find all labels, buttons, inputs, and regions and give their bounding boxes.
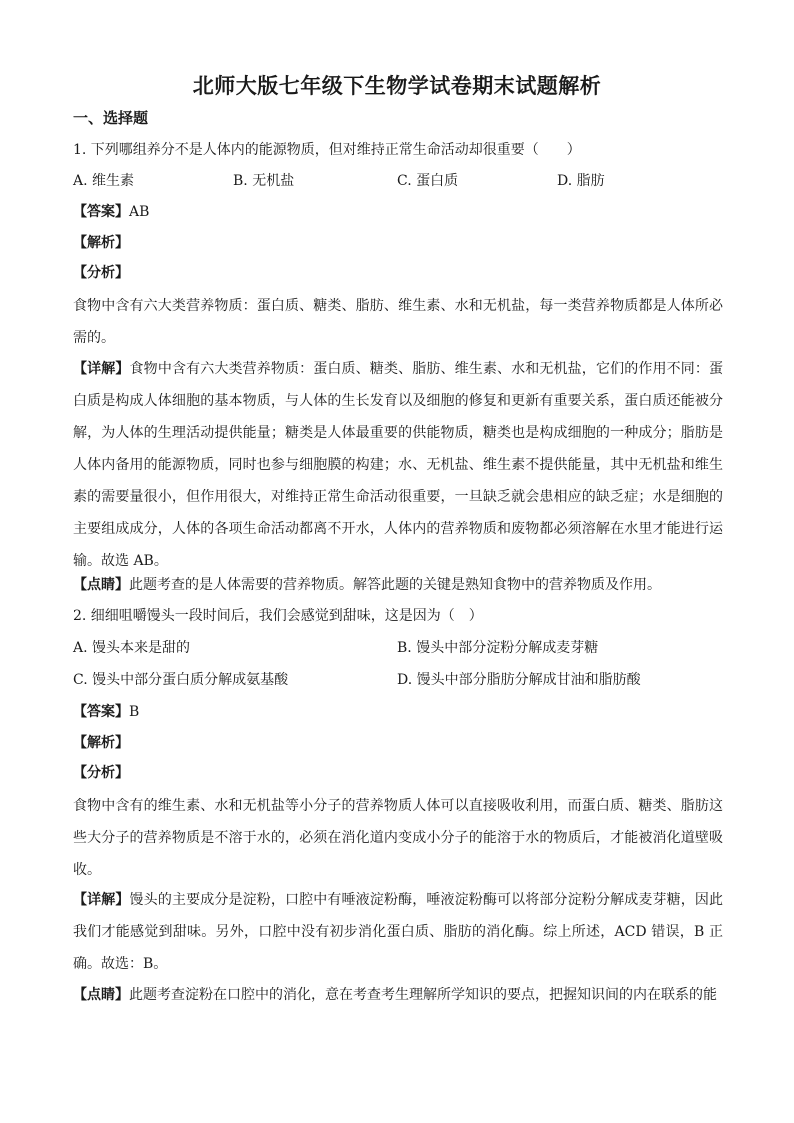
page-title: 北师大版七年级下生物学试卷期末试题解析	[192, 73, 602, 98]
answer-tag: 【答案】	[73, 204, 129, 220]
comment-text: 此题考查的是人体需要的营养物质。解答此题的关键是熟知食物中的营养物质及作用。	[129, 577, 661, 593]
q2-analysis-tag: 【解析】	[73, 735, 129, 751]
detail-text: 馒头的主要成分是淀粉，口腔中有唾液淀粉酶，唾液淀粉酶可以将部分淀粉分解成麦芽糖，因此我们才能感觉到甜味。另外，口腔中没有初步消化蛋白质、脂肪的消化酶。综上所述，ACD 错误，B 正确。故选：B。	[73, 892, 724, 972]
q2-option-d: D. 馒头中部分脂肪分解成甘油和脂肪酸	[397, 672, 641, 688]
q2-option-c: C. 馒头中部分蛋白质分解成氨基酸	[73, 672, 289, 688]
question-2-stem: 2. 细细咀嚼馒头一段时间后，我们会感觉到甜味，这是因为（ ）	[73, 608, 483, 624]
q1-option-a: A. 维生素	[73, 173, 135, 189]
comment-text: 此题考查淀粉在口腔中的消化，意在考查考生理解所学知识的要点，把握知识间的内在联系的能	[129, 987, 717, 1003]
q1-comment	[73, 575, 661, 595]
q1-answer	[73, 202, 149, 222]
q2-fenxi-text: 食物中含有的维生素、水和无机盐等小分子的营养物质人体可以直接吸收利用，而蛋白质、糖类、脂肪这些大分子的营养物质是不溶于水的，必须在消化道内变成小分子的能溶于水的物质后，才能被消化道壁吸收。	[73, 798, 723, 878]
question-1-stem: 1. 下列哪组养分不是人体内的能源物质，但对维持正常生命活动却很重要（ ）	[73, 142, 581, 158]
answer-value: AB	[129, 204, 150, 220]
q2-option-a: A. 馒头本来是甜的	[73, 640, 191, 656]
q2-option-b: B. 馒头中部分淀粉分解成麦芽糖	[397, 640, 599, 656]
q1-detail	[73, 353, 723, 577]
q1-option-b: B. 无机盐	[233, 173, 295, 189]
q2-fenxi-tag: 【分析】	[73, 765, 129, 781]
q2-answer	[73, 702, 139, 722]
q1-fenxi-text: 食物中含有六大类营养物质：蛋白质、糖类、脂肪、维生素、水和无机盐，每一类营养物质都是人体所必需的。	[73, 298, 723, 346]
q2-comment	[73, 985, 717, 1005]
q1-fenxi-tag: 【分析】	[73, 265, 129, 281]
comment-tag: 【点睛】	[73, 987, 129, 1003]
q1-option-d: D. 脂肪	[557, 173, 605, 189]
detail-text: 食物中含有六大类营养物质：蛋白质、糖类、脂肪、维生素、水和无机盐，它们的作用不同：蛋白质是构成人体细胞的基本物质，与人体的生长发育以及细胞的修复和更新有重要关系，蛋白质还能被分解，为人体的生理活动提供能量；糖类是人体最重要的供能物质，糖类也是构成细胞的一种成分；脂肪是人体内备用的能源物质，同时也参与细胞膜的构建；水、无机盐、维生素不提供能量，其中无机盐和维生素的需要量很小，但作用很大，对维持正常生命活动很重要，一旦缺乏就会患相应的缺乏症；水是细胞的主要组成成分，人体的各项生命活动都离不开水，人体内的营养物质和废物都必须溶解在水里才能进行运输。故选 AB。	[73, 361, 724, 569]
q1-option-c: C. 蛋白质	[397, 173, 459, 189]
section-heading: 一、选择题	[73, 109, 149, 127]
comment-tag: 【点睛】	[73, 577, 129, 593]
answer-value: B	[129, 704, 140, 720]
detail-tag: 【详解】	[73, 361, 130, 377]
q1-analysis-tag: 【解析】	[73, 235, 129, 251]
q2-detail	[73, 884, 723, 980]
detail-tag: 【详解】	[73, 892, 130, 908]
answer-tag: 【答案】	[73, 704, 129, 720]
